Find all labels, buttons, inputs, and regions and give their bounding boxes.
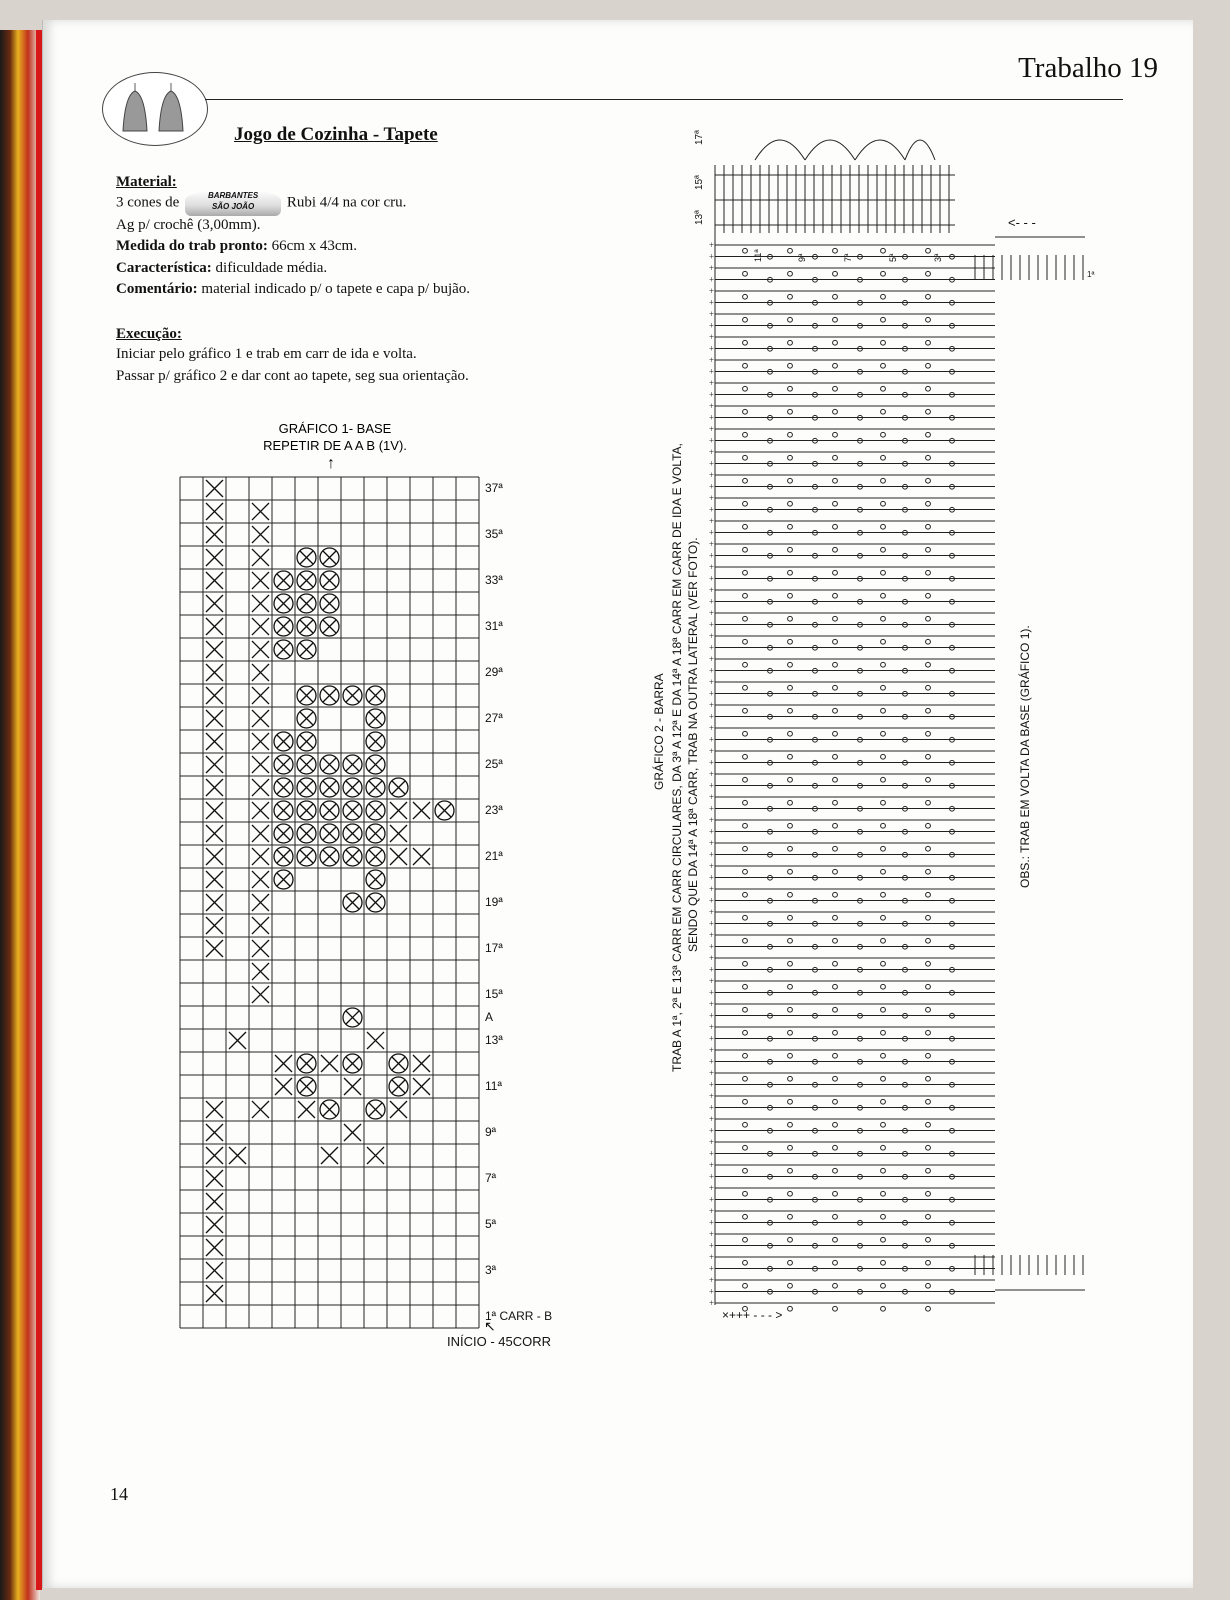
chart1-row-label: 33ª bbox=[485, 573, 503, 587]
svg-text:+: + bbox=[709, 1183, 715, 1193]
svg-text:+: + bbox=[709, 815, 715, 825]
svg-text:+: + bbox=[709, 516, 715, 526]
magazine-spine bbox=[0, 30, 40, 1600]
chart2-direction-arrow-icon: <- - - bbox=[1008, 215, 1036, 230]
svg-text:+: + bbox=[709, 734, 715, 745]
svg-text:+: + bbox=[709, 654, 715, 664]
svg-text:+: + bbox=[709, 619, 715, 630]
svg-text:+: + bbox=[709, 470, 715, 480]
chart2-row-3: 3ª bbox=[933, 253, 943, 262]
material-heading: Material: bbox=[116, 174, 177, 190]
execution-line-1: Iniciar pelo gráfico 1 e trab em carr de ida e volta. bbox=[116, 346, 417, 362]
svg-text:+: + bbox=[709, 872, 715, 883]
chart1-row-label: 9ª bbox=[485, 1125, 497, 1139]
chart1-start-label: INÍCIO - 45CORR bbox=[447, 1334, 552, 1349]
chart2-row-1: 1ª bbox=[1087, 270, 1095, 279]
svg-text:+: + bbox=[709, 631, 715, 641]
svg-text:+: + bbox=[709, 861, 715, 871]
svg-text:+: + bbox=[709, 332, 715, 342]
svg-text:+: + bbox=[709, 1240, 715, 1251]
svg-text:+: + bbox=[709, 1206, 715, 1216]
chart1-row-label: 25ª bbox=[485, 757, 503, 771]
svg-text:+: + bbox=[709, 1160, 715, 1170]
chart2-row-13: 13ª bbox=[694, 210, 705, 225]
svg-text:+: + bbox=[709, 1298, 715, 1308]
chart2-row-15: 15ª bbox=[694, 175, 705, 190]
bell-crochet-icon bbox=[103, 73, 207, 145]
svg-text:+: + bbox=[709, 1056, 715, 1067]
svg-text:+: + bbox=[709, 688, 715, 699]
svg-text:+: + bbox=[709, 665, 715, 676]
chart1-row-label: 27ª bbox=[485, 711, 503, 725]
svg-text:+: + bbox=[709, 493, 715, 503]
execution-line-2: Passar p/ gráfico 2 e dar cont ao tapete, seg sua orientação. bbox=[116, 368, 469, 384]
svg-text:+: + bbox=[709, 1114, 715, 1124]
page-number: 14 bbox=[110, 1484, 128, 1504]
svg-text:+: + bbox=[709, 608, 715, 618]
svg-text:+: + bbox=[709, 412, 715, 423]
chart1-arrow-up-icon: ↑ bbox=[327, 455, 335, 472]
chart1-row-label: 31ª bbox=[485, 619, 503, 633]
svg-text:+: + bbox=[709, 987, 715, 998]
chart1-row-label: 17ª bbox=[485, 941, 503, 955]
brand-logo: BARBANTES SÃO JOÃO bbox=[185, 190, 281, 216]
chart2-row-5: 5ª bbox=[888, 253, 898, 262]
svg-text:+: + bbox=[709, 711, 715, 722]
svg-text:+: + bbox=[709, 1045, 715, 1055]
svg-text:+: + bbox=[709, 596, 715, 607]
chart1-row-label: 7ª bbox=[485, 1171, 497, 1185]
svg-text:+: + bbox=[709, 240, 715, 250]
svg-text:+: + bbox=[709, 826, 715, 837]
chart2-pattern bbox=[700, 115, 1100, 1315]
chart1-start-arrow-icon: ↖ bbox=[484, 1318, 496, 1334]
svg-text:+: + bbox=[709, 550, 715, 561]
svg-text:+: + bbox=[709, 378, 715, 388]
svg-text:+: + bbox=[709, 1102, 715, 1113]
chart2-obs: OBS.: TRAB EM VOLTA DA BASE (GRÁFICO 1). bbox=[1018, 625, 1032, 888]
chart1-row-label: 3ª bbox=[485, 1263, 497, 1277]
svg-text:+: + bbox=[709, 1091, 715, 1101]
svg-text:+: + bbox=[709, 792, 715, 802]
work-title: Trabalho 19 bbox=[1018, 52, 1158, 84]
svg-text:+: + bbox=[709, 1125, 715, 1136]
svg-text:+: + bbox=[709, 1068, 715, 1078]
chart1-row-label: 23ª bbox=[485, 803, 503, 817]
svg-text:+: + bbox=[709, 343, 715, 354]
chart1-title: GRÁFICO 1- BASE REPETIR DE A A B (1V). bbox=[263, 421, 407, 453]
chart1-row-label: 13ª bbox=[485, 1033, 503, 1047]
svg-text:+: + bbox=[709, 1137, 715, 1147]
svg-text:+: + bbox=[709, 838, 715, 848]
chart1-row-label: 15ª bbox=[485, 987, 503, 1001]
svg-text:+: + bbox=[709, 746, 715, 756]
svg-text:+: + bbox=[709, 895, 715, 906]
chart1-row-label: 1ª CARR - B bbox=[485, 1309, 553, 1323]
svg-text:+: + bbox=[709, 527, 715, 538]
material-line-1: 3 cones de BARBANTES SÃO JOÃO Rubi 4/4 na cor cru. bbox=[116, 190, 406, 216]
svg-text:+: + bbox=[709, 573, 715, 584]
svg-text:+: + bbox=[709, 504, 715, 515]
svg-text:+: + bbox=[709, 642, 715, 653]
svg-text:+: + bbox=[709, 1275, 715, 1285]
execution-heading: Execução: bbox=[116, 326, 182, 342]
material-line-2: Ag p/ crochê (3,00mm). bbox=[116, 217, 261, 233]
chart1-row-label: 35ª bbox=[485, 527, 503, 541]
chart2-row-7: 7ª bbox=[843, 253, 853, 262]
svg-text:+: + bbox=[709, 757, 715, 768]
svg-text:+: + bbox=[709, 769, 715, 779]
svg-text:+: + bbox=[709, 1079, 715, 1090]
svg-text:+: + bbox=[709, 1194, 715, 1205]
chart2-row-11: 11ª bbox=[753, 249, 763, 262]
svg-text:+: + bbox=[709, 849, 715, 860]
svg-text:+: + bbox=[709, 263, 715, 273]
svg-text:+: + bbox=[709, 309, 715, 319]
svg-text:+: + bbox=[709, 297, 715, 308]
svg-text:+: + bbox=[709, 907, 715, 917]
svg-text:+: + bbox=[709, 1252, 715, 1262]
svg-text:+: + bbox=[709, 1171, 715, 1182]
chart1-row-label: 19ª bbox=[485, 895, 503, 909]
svg-text:+: + bbox=[709, 999, 715, 1009]
chart1-row-label: 29ª bbox=[485, 665, 503, 679]
svg-text:+: + bbox=[709, 401, 715, 411]
spec-difficulty: Característica: dificuldade média. bbox=[116, 260, 328, 276]
svg-text:+: + bbox=[709, 677, 715, 687]
svg-text:+: + bbox=[709, 723, 715, 733]
svg-text:+: + bbox=[709, 1148, 715, 1159]
chart1-row-label: A bbox=[485, 1010, 494, 1024]
chart1-row-label: 37ª bbox=[485, 481, 503, 495]
chart2-note-2: SENDO QUE DA 14ª A 18ª CARR, TRAB NA OUTRA LATERAL (VER FOTO). bbox=[686, 537, 700, 952]
svg-text:+: + bbox=[709, 884, 715, 894]
svg-text:+: + bbox=[709, 435, 715, 446]
svg-text:+: + bbox=[709, 1033, 715, 1044]
svg-text:+: + bbox=[709, 274, 715, 285]
chart1-row-label: 11ª bbox=[485, 1079, 502, 1093]
svg-text:+: + bbox=[709, 930, 715, 940]
header-rule bbox=[205, 99, 1123, 100]
svg-text:+: + bbox=[709, 918, 715, 929]
svg-text:+: + bbox=[709, 1286, 715, 1297]
chart1-row-label: 5ª bbox=[485, 1217, 497, 1231]
svg-text:+: + bbox=[709, 389, 715, 400]
svg-text:+: + bbox=[709, 700, 715, 710]
svg-text:+: + bbox=[709, 458, 715, 469]
chart2-start-arrow-icon: ×+++ - - - > bbox=[722, 1308, 783, 1322]
spec-size: Medida do trab pronto: 66cm x 43cm. bbox=[116, 238, 357, 254]
svg-text:+: + bbox=[709, 953, 715, 963]
svg-text:+: + bbox=[709, 320, 715, 331]
svg-text:+: + bbox=[709, 366, 715, 377]
svg-text:+: + bbox=[709, 1229, 715, 1239]
chart2-row-9: 9ª bbox=[797, 253, 807, 262]
svg-text:+: + bbox=[709, 562, 715, 572]
chart2-row-17: 17ª bbox=[694, 130, 705, 145]
svg-text:+: + bbox=[709, 1263, 715, 1274]
chart2-note-1: TRAB A 1ª, 2ª E 13ª CARR EM CARR CIRCULARES, DA 3ª A 12ª E DA 14ª A 18ª CARR EM CARR DE IDA E VOLTA, bbox=[670, 443, 684, 1072]
svg-text:+: + bbox=[709, 941, 715, 952]
svg-text:+: + bbox=[709, 251, 715, 262]
logo-bell-icon bbox=[102, 72, 208, 146]
svg-text:+: + bbox=[709, 1010, 715, 1021]
chart1-row-label: 21ª bbox=[485, 849, 503, 863]
project-title: Jogo de Cozinha - Tapete bbox=[234, 124, 438, 145]
svg-text:+: + bbox=[709, 780, 715, 791]
svg-text:+: + bbox=[709, 1022, 715, 1032]
svg-text:+: + bbox=[709, 803, 715, 814]
chart1-grid bbox=[180, 477, 479, 1328]
svg-text:+: + bbox=[709, 1217, 715, 1228]
svg-text:+: + bbox=[709, 481, 715, 492]
svg-text:+: + bbox=[709, 539, 715, 549]
svg-text:+: + bbox=[709, 964, 715, 975]
svg-text:+: + bbox=[709, 286, 715, 296]
svg-text:+: + bbox=[709, 976, 715, 986]
svg-text:+: + bbox=[709, 447, 715, 457]
svg-text:+: + bbox=[709, 355, 715, 365]
chart2-title: GRÁFICO 2 - BARRA bbox=[652, 673, 666, 790]
svg-text:+: + bbox=[709, 424, 715, 434]
svg-text:+: + bbox=[709, 585, 715, 595]
spec-comment: Comentário: material indicado p/ o tapete e capa p/ bujão. bbox=[116, 281, 471, 297]
